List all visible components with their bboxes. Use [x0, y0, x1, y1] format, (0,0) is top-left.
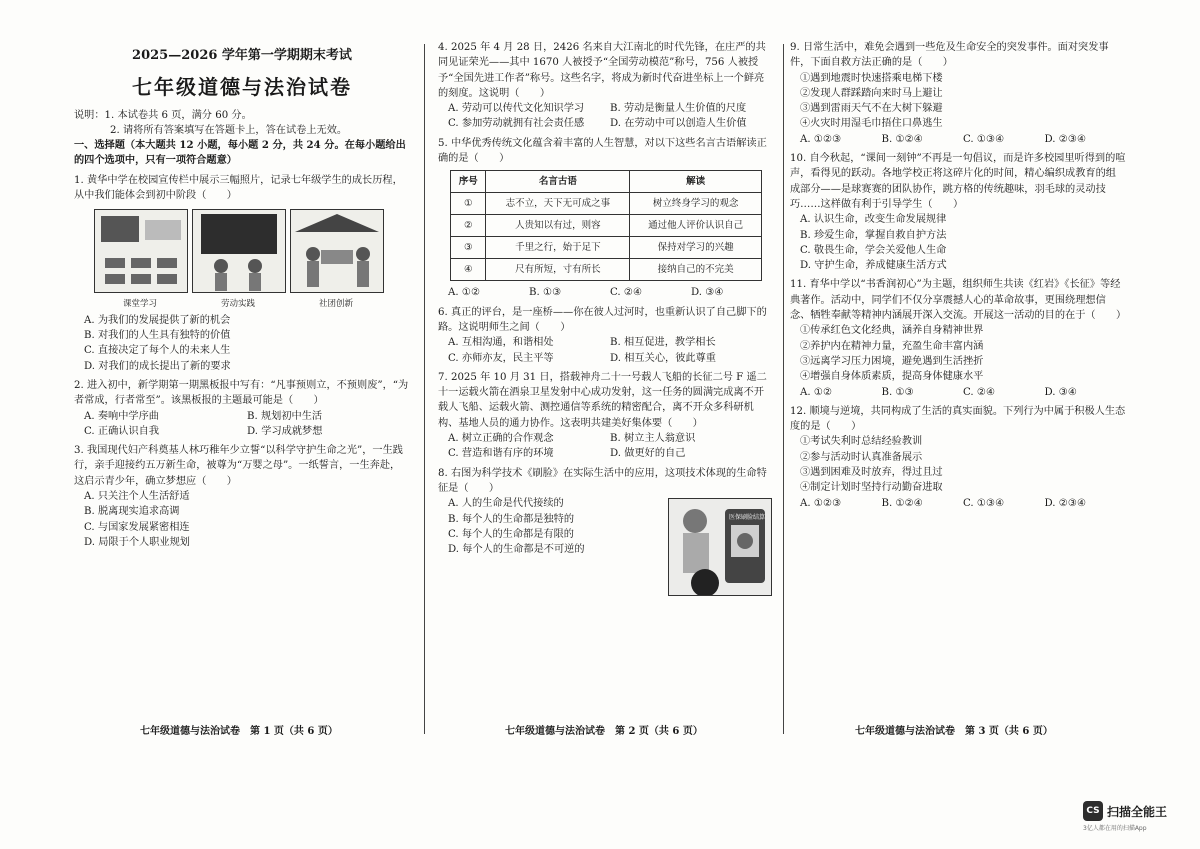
q11-item: ②养护内在精神力量，充盈生命丰富内涵 — [800, 340, 984, 352]
photo-labor — [192, 209, 284, 311]
camscanner-icon: CS — [1083, 801, 1103, 821]
q2-option-a: A. 奏响中学序曲 — [84, 410, 159, 422]
question-12-stem: 12. 顺境与逆境，共同构成了生活的真实面貌。下列行为中属于积极人生态度的是（ ） — [790, 405, 1126, 433]
table-cell: 尺有所短，寸有所长 — [486, 259, 630, 281]
q9-options — [800, 132, 1126, 147]
q12-options — [800, 496, 1126, 511]
question-2-stem: 2. 进入初中，新学期第一期黑板报中写有：“凡事预则立，不预则废”，“为者常成，行者常至”。该黑板报的主题最可能是（ ） — [74, 379, 409, 407]
face-scan-caption: 医保刷脸结算 — [729, 514, 766, 522]
table-cell: ① — [451, 193, 486, 215]
q7-options-row-2 — [448, 446, 772, 461]
table-cell: 志不立，天下无可成之事 — [486, 193, 630, 215]
table-header-row — [451, 171, 762, 193]
q4-option-b: B. 劳动是衡量人生价值的尺度 — [610, 103, 747, 115]
column-divider — [783, 44, 784, 734]
q9-item: ②发现人群踩踏向来时马上避让 — [800, 87, 943, 99]
q7-option-d: D. 做更好的自己 — [610, 448, 686, 460]
table-header: 解读 — [630, 171, 762, 193]
column-divider — [424, 44, 425, 734]
table-row — [451, 259, 762, 281]
page-footer-1: 七年级道德与法治试卷 第 1 页（共 6 页） — [140, 726, 338, 737]
table-header: 序号 — [451, 171, 486, 193]
q11-item: ③远离学习压力困境，避免遇到生活挫折 — [800, 355, 984, 367]
section-heading: 一、选择题（本大题共 12 小题，每小题 2 分，共 24 分。在每小题给出的四个选项中，只有一项符合题意） — [74, 139, 406, 167]
q12-option-d: D. ②③④ — [1044, 497, 1087, 509]
question-8-stem: 8. 右图为科学技术《刷脸》在实际生活中的应用，这项技术体现的生命特征是（ ） — [438, 467, 767, 494]
q11-option-d: D. ③④ — [1044, 386, 1078, 398]
q9-option-a: A. ①②③ — [800, 133, 842, 145]
photo-caption: 社团创新 — [318, 299, 353, 310]
table-cell: ② — [451, 215, 486, 237]
exam-note-1: 说明：1. 本试卷共 6 页，满分 60 分。 — [74, 109, 252, 121]
q1-option-a: A. 为我们的发展提供了新的机会 — [84, 314, 231, 326]
q11-option-c: C. ②④ — [963, 386, 996, 398]
page-3-column — [790, 40, 1126, 814]
q8-option-c: C. 每个人的生命都是有限的 — [448, 528, 574, 540]
q3-option-d: D. 局限于个人职业规划 — [84, 536, 190, 548]
table-cell: 保持对学习的兴趣 — [630, 237, 762, 259]
q11-option-a: A. ①② — [800, 386, 833, 398]
question-4-stem: 4. 2025 年 4 月 28 日，2426 名来自大江南北的时代先锋，在庄严的共同见证荣光——其中 1670 人被授予“全国劳动模范”称号，756 人被授予“全国先进工作者”称号。这些名字，将成为新时代奋进坐标上一个鲜亮的刻度。这说明（ ） — [438, 42, 766, 99]
q1-option-d: D. 对我们的成长提出了新的要求 — [84, 360, 231, 372]
photo-classroom — [94, 209, 186, 311]
q10-option-b: B. 珍爱生命，掌握自救自护方法 — [800, 229, 947, 241]
table-cell: 通过他人评价认识自己 — [630, 215, 762, 237]
q8-option-d: D. 每个人的生命都是不可逆的 — [448, 544, 585, 556]
q3-option-c: C. 与国家发展紧密相连 — [84, 521, 190, 533]
q5-options — [448, 285, 772, 300]
q7-option-a: A. 树立正确的合作观念 — [448, 433, 554, 445]
page-2-column — [438, 40, 772, 814]
watermark-subtitle: 3亿人都在用的扫描App — [1083, 825, 1147, 832]
q6-option-c: C. 亦师亦友，民主平等 — [448, 352, 554, 364]
q2-option-c: C. 正确认识自我 — [84, 425, 160, 437]
q12-option-c: C. ①③④ — [963, 497, 1005, 509]
table-cell: 千里之行，始于足下 — [486, 237, 630, 259]
sayings-table — [450, 170, 762, 281]
page-1-column — [74, 40, 410, 814]
q6-option-d: D. 相互关心，彼此尊重 — [610, 352, 716, 364]
q9-item: ④火灾时用湿毛巾捂住口鼻逃生 — [800, 118, 943, 130]
q12-option-a: A. ①②③ — [800, 497, 842, 509]
question-6-stem: 6. 真正的评台，是一座桥——你在彼人过河时，也重新认识了自己脚下的路。这说明师生之间（ ） — [438, 306, 767, 333]
q4-option-a: A. 劳动可以传代文化知识学习 — [448, 103, 585, 115]
q6-option-a: A. 互相沟通，和谐相处 — [448, 337, 554, 349]
table-cell: 接纳自己的不完美 — [630, 259, 762, 281]
q11-item: ①传承红色文化经典，涵养自身精神世界 — [800, 325, 984, 337]
q11-option-b: B. ①③ — [881, 386, 914, 398]
exam-title: 七年级道德与法治试卷 — [132, 74, 352, 99]
classroom-image — [94, 209, 188, 293]
q4-options-row-1 — [448, 101, 772, 116]
labor-image — [192, 209, 286, 293]
table-header: 名言古语 — [486, 171, 630, 193]
photo-caption: 课堂学习 — [122, 299, 157, 310]
page-footer-2: 七年级道德与法治试卷 第 2 页（共 6 页） — [505, 726, 703, 737]
table-cell: ③ — [451, 237, 486, 259]
q9-option-c: C. ①③④ — [963, 133, 1005, 145]
q12-item: ②参与活动时认真准备展示 — [800, 451, 923, 463]
question-3-stem: 3. 我国现代妇产科奠基人林巧稚年少立誓“以科学守护生命之光”，一生践行，亲手迎接约五万新生命，被尊为“万婴之母”。一纸誓言，一生奔赴，这启示青少年，确立梦想应（ ） — [74, 445, 403, 487]
q11-options — [800, 385, 1126, 400]
q12-option-b: B. ①②④ — [881, 497, 923, 509]
q1-option-b: B. 对我们的人生具有独特的价值 — [84, 330, 231, 342]
scanner-watermark — [1083, 801, 1183, 831]
q9-option-d: D. ②③④ — [1044, 133, 1087, 145]
table-cell: 人贵知以有过，则容 — [486, 215, 630, 237]
table-row — [451, 215, 762, 237]
q12-item: ④制定计划时坚持行动勤奋进取 — [800, 482, 943, 494]
face-scan-image — [668, 498, 772, 596]
page-footer-3: 七年级道德与法治试卷 第 3 页（共 6 页） — [855, 726, 1053, 737]
question-1-stem: 1. 黄华中学在校园宣传栏中展示三幅照片，记录七年级学生的成长历程，从中我们能体会到初中阶段（ ） — [74, 174, 403, 201]
q9-option-b: B. ①②④ — [881, 133, 923, 145]
q2-option-b: B. 规划初中生活 — [247, 410, 323, 422]
q12-item: ③遇到困难及时放弃，得过且过 — [800, 467, 943, 479]
q11-item: ④增强自身体质素质，提高身体健康水平 — [800, 371, 984, 383]
table-cell: 树立终身学习的观念 — [630, 193, 762, 215]
q7-options-row-1 — [448, 431, 772, 446]
q5-option-a: A. ①② — [448, 287, 481, 299]
q6-option-b: B. 相互促进，教学相长 — [610, 337, 716, 349]
exam-name: 2025—2026 学年第一学期期末考试 — [132, 48, 352, 63]
q10-option-a: A. 认识生命，改变生命发展规律 — [800, 214, 947, 226]
question-7-stem: 7. 2025 年 10 月 31 日，搭载神舟二十一号载人飞船的长征二号 F 遥二十一运载火箭在酒泉卫星发射中心成功发射，这一任务的圆满完成离不开载人飞船、运载火箭、测控通信等系统的精密配合，离不开众多科研机构、基地人员的通力协作。这表明共建美好集体要（ ） — [438, 371, 767, 429]
q10-option-d: D. 守护生命，养成健康生活方式 — [800, 260, 947, 272]
q4-option-d: D. 在劳动中可以创造人生价值 — [610, 118, 747, 130]
question-10-stem: 10. 自今秋起，“课间一刻钟”不再是一句倡议，而是许多校园里听得到的喧声，看得见的跃动。各地学校正将这碎片化的时间，精心编织成教育的组成部分——是球赛赛的团队协作，跳方格的传统趣味，羽毛球的灵动技巧……这样做有利于引导学生（ ） — [790, 153, 1126, 210]
q3-option-b: B. 脱离现实追求高调 — [84, 506, 180, 518]
club-image — [290, 209, 384, 293]
photo-club — [290, 209, 382, 311]
q2-options-row-2 — [84, 424, 410, 439]
q1-option-c: C. 直接决定了每个人的未来人生 — [84, 345, 231, 357]
q8-option-b: B. 每个人的生命都是独特的 — [448, 513, 575, 525]
q3-option-a: A. 只关注个人生活舒适 — [84, 491, 190, 503]
q5-option-c: C. ②④ — [610, 287, 643, 299]
question-1-images — [94, 209, 410, 311]
q9-item: ③遇到雷雨天气不在大树下躲避 — [800, 103, 943, 115]
table-row — [451, 193, 762, 215]
q6-options-row-2 — [448, 351, 772, 366]
q6-options-row-1 — [448, 335, 772, 350]
question-5-stem: 5. 中华优秀传统文化蕴含着丰富的人生智慧，对以下这些名言古语解读正确的是（ ） — [438, 137, 767, 165]
question-9-stem: 9. 日常生活中，难免会遇到一些危及生命安全的突发事件。面对突发事件，下面自救方法正确的是（ ） — [790, 42, 1109, 69]
question-11-stem: 11. 育华中学以“书香润初心”为主题，组织师生共读《红岩》《长征》等经典著作。活动中，同学们不仅分享震撼人心的革命故事，更围绕理想信念、牺牲奉献等精神内涵展开深入交流。开展这一活动的目的在于（ ） — [790, 279, 1127, 322]
q7-option-c: C. 营造和谐有序的环境 — [448, 448, 554, 460]
q10-option-c: C. 敬畏生命，学会关爱他人生命 — [800, 244, 947, 256]
q8-option-a: A. 人的生命是代代接续的 — [448, 498, 564, 510]
q5-option-b: B. ①③ — [529, 287, 562, 299]
q2-option-d: D. 学习成就梦想 — [247, 425, 323, 437]
q12-item: ①考试失利时总结经验教训 — [800, 436, 923, 448]
exam-note-2: 2. 请将所有答案填写在答题卡上，答在试卷上无效。 — [110, 124, 348, 136]
q4-option-c: C. 参加劳动就拥有社会责任感 — [448, 118, 585, 130]
q9-item: ①遇到地震时快速搭乘电梯下楼 — [800, 72, 943, 84]
watermark-name: 扫描全能王 — [1107, 805, 1168, 819]
table-row — [451, 237, 762, 259]
q5-option-d: D. ③④ — [691, 287, 724, 299]
q7-option-b: B. 树立主人翁意识 — [610, 433, 696, 445]
q4-options-row-2 — [448, 116, 772, 131]
photo-caption: 劳动实践 — [220, 299, 255, 310]
q2-options-row-1 — [84, 409, 410, 424]
table-cell: ④ — [451, 259, 486, 281]
